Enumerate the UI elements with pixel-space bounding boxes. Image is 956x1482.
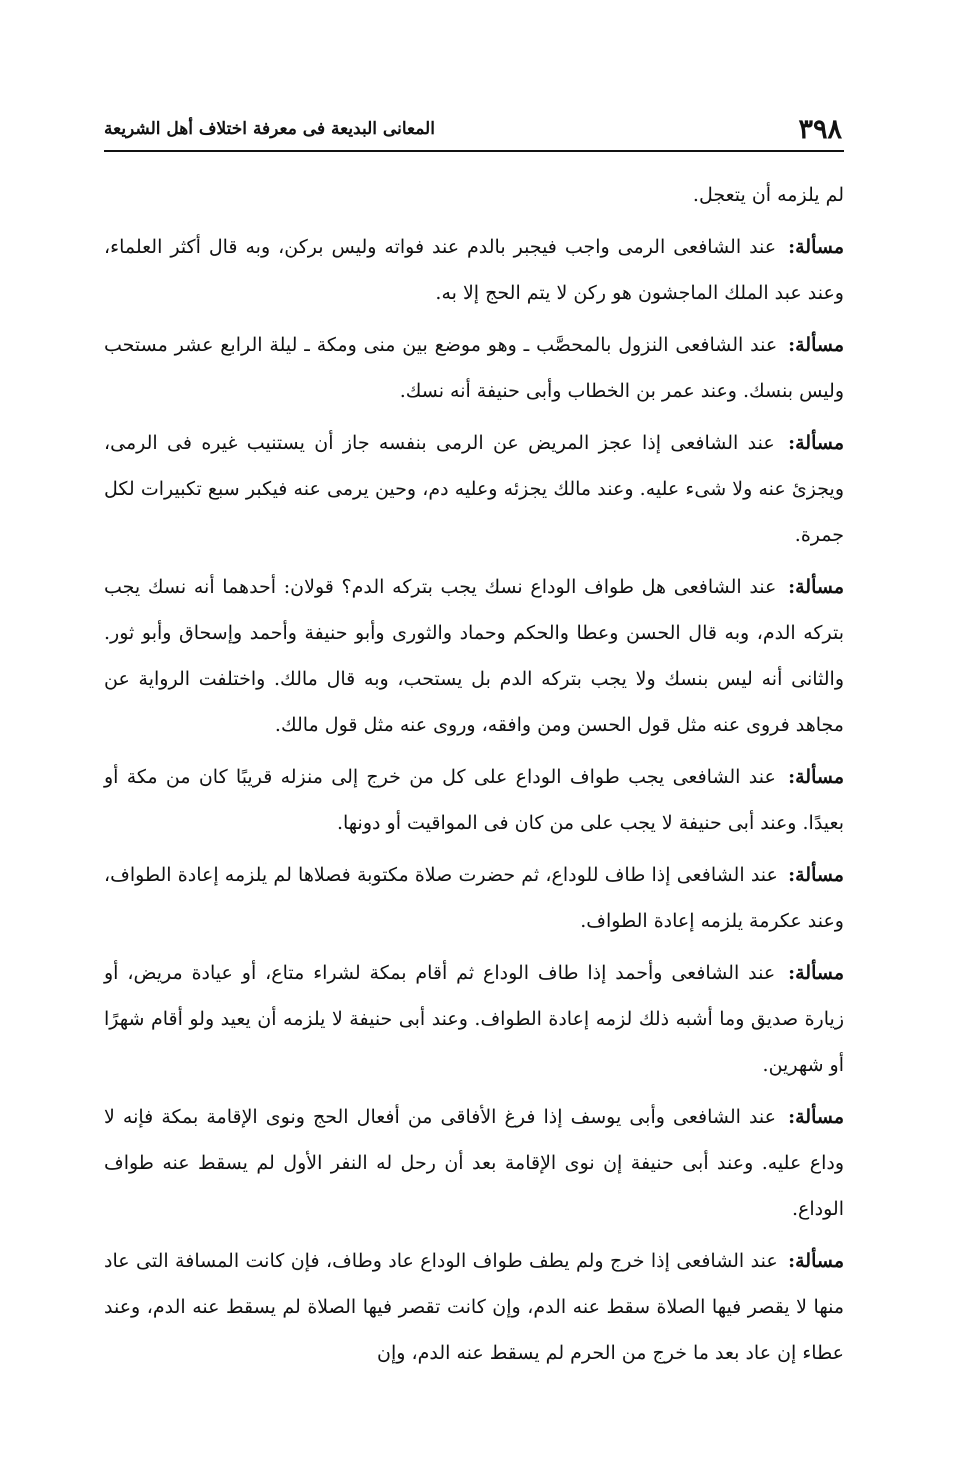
issue-label: مسألة: [788, 1106, 844, 1128]
page-body [104, 172, 844, 1376]
issue-label: مسألة: [788, 766, 844, 788]
issue-label: مسألة: [788, 864, 844, 886]
issue-text: عند الشافعى هل طواف الوداع نسك يجب بتركه الدم؟ قولان: أحدهما أنه نسك يجب بتركه الدم، وبه قال الحسن وعطا والحكم وحماد والثورى وأبو حنيفة وأحمد وإسحاق وأبو ثور. والثانى أنه ليس بنسك ولا يجب بتركه الدم بل يستحب، وبه قال مالك. واختلفت الرواية عن مجاهد فروى عنه مثل قول الحسن ومن وافقه، وروى عنه مثل قول مالك. [104, 576, 844, 736]
issue-text: عند الشافعى إذا خرج ولم يطف طواف الوداع عاد وطاف، فإن كانت المسافة التى عاد منها لا يقصر فيها الصلاة سقط عنه الدم، وإن كانت تقصر فيها الصلاة لم يسقط عنه الدم، وعند عطاء إن عاد بعد ما خرج من الحرم لم يسقط عنه الدم، وإن [104, 1250, 844, 1364]
issue-paragraph [104, 754, 844, 846]
issue-text: عند الشافعى الرمى واجب فيجبر بالدم عند فواته وليس بركن، وبه قال أكثر العلماء، وعند عبد الملك الماجشون هو ركن لا يتم الحج إلا به. [104, 236, 844, 304]
issue-text: عند الشافعى يجب طواف الوداع على كل من خرج إلى منزله قريبًا كان من مكة أو بعيدًا. وعند أبى حنيفة لا يجب على من كان فى المواقيت أو دونها. [104, 766, 844, 834]
book-title: المعانى البديعة فى معرفة اختلاف أهل الشريعة [104, 118, 435, 139]
issue-paragraph [104, 420, 844, 558]
issue-paragraph [104, 1094, 844, 1232]
running-header [104, 108, 844, 152]
book-page [104, 108, 844, 1368]
issue-text: عند الشافعى إذا عجز المريض عن الرمى بنفسه جاز أن يستنيب غيره فى الرمى، ويجزئ عنه ولا شىء عليه. وعند مالك يجزئه وعليه دم، وحين يرمى عنه فيكبر سبع تكبيرات لكل جمرة. [104, 432, 844, 546]
issue-label: مسألة: [788, 962, 844, 984]
issue-text: عند الشافعى النزول بالمحصَّب ـ وهو موضع بين منى ومكة ـ ليلة الرابع عشر مستحب وليس بنسك. وعند عمر بن الخطاب وأبى حنيفة أنه نسك. [104, 334, 844, 402]
issue-paragraph [104, 224, 844, 316]
issue-label: مسألة: [788, 432, 844, 454]
issue-label: مسألة: [788, 1250, 844, 1272]
issue-paragraph [104, 852, 844, 944]
issue-paragraph [104, 564, 844, 748]
opening-line: لم يلزمه أن يتعجل. [692, 184, 844, 206]
issue-label: مسألة: [788, 576, 844, 598]
issue-text: عند الشافعى إذا طاف للوداع، ثم حضرت صلاة مكتوبة فصلاها لم يلزمه إعادة الطواف، وعند عكرمة يلزمه إعادة الطواف. [104, 864, 844, 932]
issue-text: عند الشافعى وأبى يوسف إذا فرغ الأفاقى من أفعال الحج ونوى الإقامة بمكة فإنه لا وداع عليه. وعند أبى حنيفة إن نوى الإقامة بعد أن رحل له النفر الأول لم يسقط عنه طواف الوداع. [104, 1106, 844, 1220]
page-number: ٣٩٨ [798, 113, 842, 145]
issue-text: عند الشافعى وأحمد إذا طاف الوداع ثم أقام بمكة لشراء متاع، أو عيادة مريض، أو زيارة صديق وما أشبه ذلك لزمه إعادة الطواف. وعند أبى حنيفة لا يلزمه أن يعيد ولو أقام شهرًا أو شهرين. [104, 962, 844, 1076]
issue-paragraph [104, 1238, 844, 1376]
issue-label: مسألة: [788, 334, 844, 356]
issue-paragraph [104, 322, 844, 414]
issue-paragraph [104, 950, 844, 1088]
issue-label: مسألة: [788, 236, 845, 258]
